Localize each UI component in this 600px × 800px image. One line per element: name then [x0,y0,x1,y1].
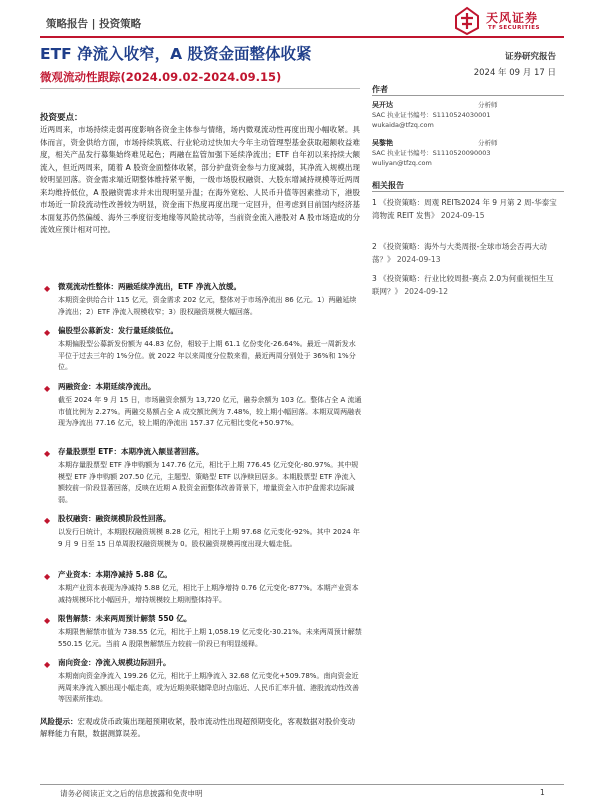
bullet-icon: ◆ [44,572,51,581]
author-email[interactable]: wukaida@tfzq.com [372,121,434,129]
related-heading: 相关报告 [372,181,404,190]
bullet-icon: ◆ [44,328,51,337]
brand-logo-icon [452,6,482,36]
related-divider [372,191,564,192]
related-report-date: 2024-09-13 [396,255,441,264]
header-divider [40,36,564,38]
key-point [44,325,362,374]
authors-divider [372,95,564,96]
footer-divider [40,784,564,785]
key-point [44,446,362,506]
report-title: ETF 净流入收窄，A 股资金面整体收紧 [40,45,312,63]
author-cert: SAC 执业证书编号：S1110524030001 [372,111,491,119]
key-point [44,613,362,650]
report-type: 证券研究报告 [504,52,556,62]
key-point-body: 本期存量股票型 ETF 净申购额为 147.76 亿元，相比于上期 776.45 亿元变化-80.97%。其中规模型 ETF 净申购额 207.50 亿元，主题型、策略型 ETF 以净赎回居多。本期股票型 ETF 净流入额较前一阶段显著回落，反映在近期 A 股资金面整体改善背景下，增量资金入市护盘需求边际减弱。 [58,461,359,504]
risk-label: 风险提示： [40,717,78,726]
related-report-title[interactable]: 3 《投资策略：行业比较周报-赛点 2.0为何重视恒生互联网？》 [372,274,554,296]
key-point-heading: 偏股型公募新发：发行量延续低位。 [58,326,178,335]
key-point-body: 本期南向资金净流入 199.26 亿元，相比于上期净流入 32.68 亿元变化+509.78%。南向资金近两周来净流入额出现小幅走高，或为近期美联储降息时点临近、人民币汇率升值、港股流动性改善等因素所推动。 [58,672,359,703]
related-report-date: 2024-09-15 [440,211,485,220]
author-name: 吴黎艳 [372,139,393,147]
key-point-heading: 股权融资：融资规模阶段性回落。 [58,514,171,523]
author-role: 分析师 [478,101,498,109]
author-card [372,100,564,130]
related-report-title[interactable]: 2 《投资策略：海外与大类周报-全球市场会否再大动荡？》 [372,242,547,264]
author-name: 吴开达 [372,101,393,109]
key-point-body: 本期偏股型公募新发份额为 44.83 亿份，相较于上期 61.1 亿份变化-26.64%。最近一周新发水平位于过去三年的 1%分位。就 2022 年以来周度分位数来看，最近两周分别处于 36%和 1%分位。 [58,340,356,371]
key-point-heading: 微观流动性整体：两融延续净流出，ETF 净流入放缓。 [58,282,241,291]
authors-heading: 作者 [372,85,388,94]
key-point-body: 本期产业资本表现为净减持 5.88 亿元，相比于上期净增持 0.76 亿元变化-877%。本期产业资本减持规模环比小幅回升，增持规模较上期则整体持平。 [58,584,359,604]
risk-text: 宏观或货币政策出现超预期收紧，股市流动性出现超预期变化，客观数据对股价变动解释能力有限，数据测算误差。 [40,717,355,738]
key-point [44,381,362,430]
related-report-item[interactable] [372,240,560,266]
bullet-icon: ◆ [44,516,51,525]
bullet-icon: ◆ [44,284,51,293]
bullet-icon: ◆ [44,660,51,669]
report-category: 策略报告 | 投资策略 [46,18,142,30]
bullet-icon: ◆ [44,384,51,393]
author-role: 分析师 [478,139,498,147]
page-number: 1 [540,788,545,797]
author-cert: SAC 执业证书编号：S1110520090003 [372,149,491,157]
report-subtitle: 微观流动性跟踪(2024.09.02-2024.09.15) [40,70,282,84]
key-point [44,657,362,706]
report-date: 2024 年 09 月 17 日 [473,68,556,78]
related-report-item[interactable] [372,196,560,222]
title-divider [40,88,360,89]
key-point [44,569,362,606]
key-point-body: 截至 2024 年 9 月 15 日，市场融资余额为 13,720 亿元，融券余额为 103 亿。整体占全 A 流通市值比例为 2.27%。两融交易额占全 A 成交额比例为 7.48%，较上期小幅回落。本期双周两融表现为净流出 77.16 亿元，较上期的净流出 157.37 亿元相比变化+50.97%。 [58,396,362,427]
key-point-body: 本期资金供给合计 115 亿元，资金需求 202 亿元，整体对于市场净流出 86 亿元。1）两融延续净流出；2）ETF 净流入规模收窄；3）股权融资规模大幅回落。 [58,296,357,316]
brand-name: 天风证券 [486,11,539,25]
brand-logo [452,6,562,36]
bullet-icon: ◆ [44,449,51,458]
related-report-title[interactable]: 1 《投资策略：周观 REITs2024 年 9 月第 2 周-华泰宝湾物流 REIT 发售》 [372,198,557,220]
abstract-body: 近两周来，市场持续走弱再度影响各资金主体参与情绪，场内微观流动性再度出现小幅收紧。具体而言，资金供给方面，市场持续筑底、行业轮动过快加大今年主动管理型基金获取超额收益难度，相关产品发行募集始终难见起色；两融在监管加强下延续净流出；ETF 自年初以来持续大额流入，但近两周来，随着 A 股资金面整体收紧，部分护盘资金参与力度减弱，其净流入规模出现较明显回落。资金需求端近期整体维持紧平衡，一级市场股权融资、大股东增减持规模等近两周来均维持低位，A 股融资需求并未出现明显升温；在海外宽松、人民币升值等因素推动下，港股市场近一阶段流动性改善较为明显，资金南下热度再度出现一定回升，但考虑到目前国内经济基本面复苏仍然偏缓、海外三季度衍变地缘等风险扰动等，当前资金流入港股对 A 股市场造成的分流效应预计相对可控。 [40,125,360,234]
key-point [44,281,362,318]
brand-name-en: TF SECURITIES [488,25,540,31]
key-point-body: 以发行日统计，本期股权融资规模 8.28 亿元，相比于上期 97.68 亿元变化-92%。其中 2024 年 9 月 9 日至 15 日单周股权融资规模为 0。股权融资规模再度出现大幅走低。 [58,528,360,548]
author-card [372,138,564,168]
key-point-heading: 限售解禁：未来两周预计解禁 550 亿。 [58,614,192,623]
key-point-heading: 南向资金：净流入规模边际回升。 [58,658,171,667]
key-point-body: 本期限售解禁市值为 738.55 亿元，相比于上期 1,058.19 亿元变化-30.21%。未来两周预计解禁 550.15 亿元。当前 A 股限售解禁压力较前一阶段已有明显缓释。 [58,628,362,648]
author-email[interactable]: wuliyan@tfzq.com [372,159,432,167]
risk-warning [40,716,362,740]
key-point-heading: 存量股票型 ETF：本期净流入额显著回落。 [58,447,204,456]
key-point-heading: 两融资金：本期延续净流出。 [58,382,156,391]
footer-disclaimer: 请务必阅读正文之后的信息披露和免责申明 [60,789,203,798]
key-point [44,513,362,550]
related-report-item[interactable] [372,272,560,298]
related-report-date: 2024-09-12 [404,287,448,296]
key-point-heading: 产业资本：本期净减持 5.88 亿。 [58,570,172,579]
abstract-heading: 投资要点： [40,113,83,123]
bullet-icon: ◆ [44,616,51,625]
